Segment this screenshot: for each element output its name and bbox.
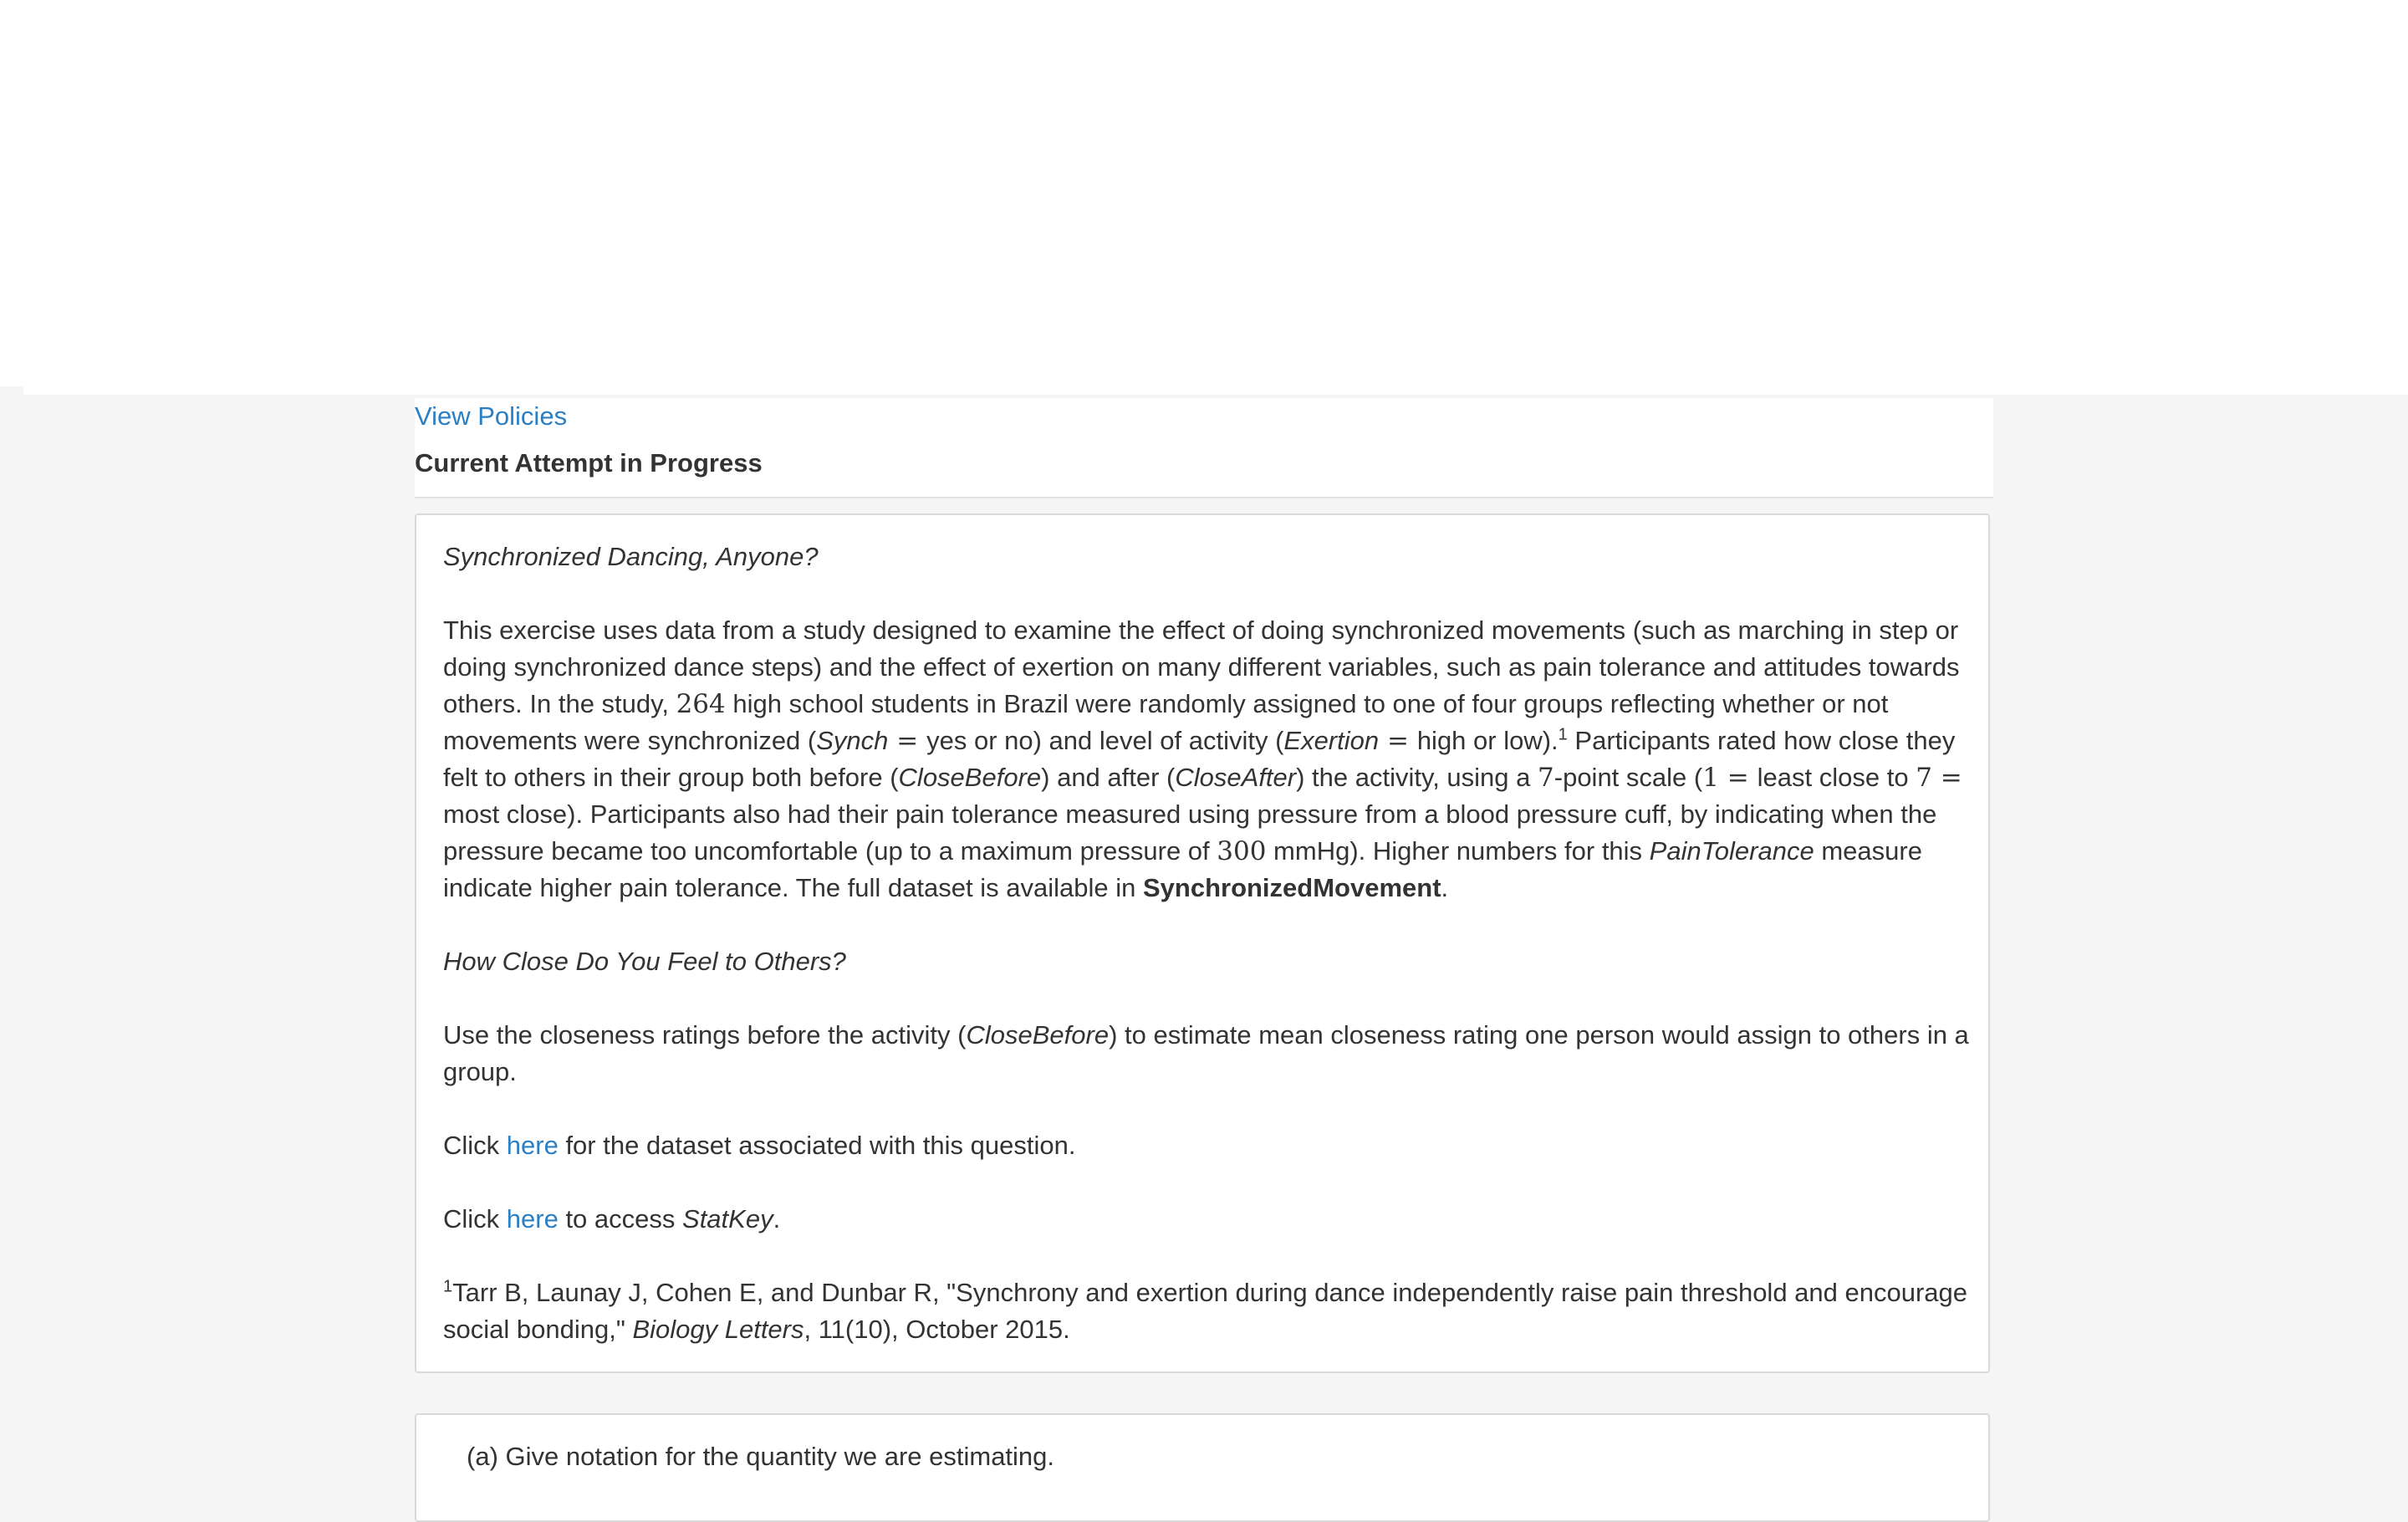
part-a-panel xyxy=(415,1413,1990,1522)
question-instruction: Use the closeness ratings before the activity (CloseBefore) to estimate mean closeness rating one person would assign to others in a group. xyxy=(443,1020,1969,1086)
question-intro: This exercise uses data from a study designed to examine the effect of doing synchronized movements (such as marching in step or doing synchronized dance steps) and the effect of exertion on many different variables, such as pain tolerance and attitudes towards others. In the study, 264 high school students in Brazil were randomly assigned to one of four groups reflecting whether or not movements were synchronized (Synch = yes or no) and level of activity (Exertion = high or low).$^1$ Participants rated how close they felt to others in their group both before (CloseBefore) and after (CloseAfter) the activity, using a 7-point scale (1 = least close to 7 = most close). Participants also had their pain tolerance measured using pressure from a blood pressure cuff, by indicating when the pressure became too uncomfortable (up to a maximum pressure of 300 mmHg). Higher numbers for this PainTolerance measure indicate higher pain tolerance. The full dataset is available in SynchronizedMovement. xyxy=(443,615,1962,902)
dataset-name: SynchronizedMovement xyxy=(1142,873,1441,902)
top-blank-left xyxy=(0,0,23,386)
view-policies-link[interactable]: View Policies xyxy=(415,401,568,431)
footnote-marker: 1 xyxy=(1558,725,1568,744)
statkey-link[interactable]: here xyxy=(506,1204,559,1233)
dataset-link[interactable]: here xyxy=(506,1131,559,1160)
top-blank-area xyxy=(23,0,2408,395)
question-subtitle: How Close Do You Feel to Others? xyxy=(443,947,846,976)
assignment-header xyxy=(415,398,1993,498)
question-content xyxy=(443,539,1973,1348)
question-title: Synchronized Dancing, Anyone? xyxy=(443,542,819,571)
question-panel xyxy=(415,513,1990,1373)
part-a-prompt: (a) Give notation for the quantity we are estimating. xyxy=(467,1442,1055,1471)
attempt-status-title: Current Attempt in Progress xyxy=(415,448,763,478)
footnote: $^1$Tarr B, Launay J, Cohen E, and Dunbar R, "Synchrony and exertion during dance independently raise pain threshold and encourage social bonding," Biology Letters, 11(10), October 2015. xyxy=(443,1277,1968,1344)
dataset-link-line: Click here for the dataset associated with this question. xyxy=(443,1131,1076,1160)
statkey-link-line: Click here to access StatKey. xyxy=(443,1204,781,1233)
